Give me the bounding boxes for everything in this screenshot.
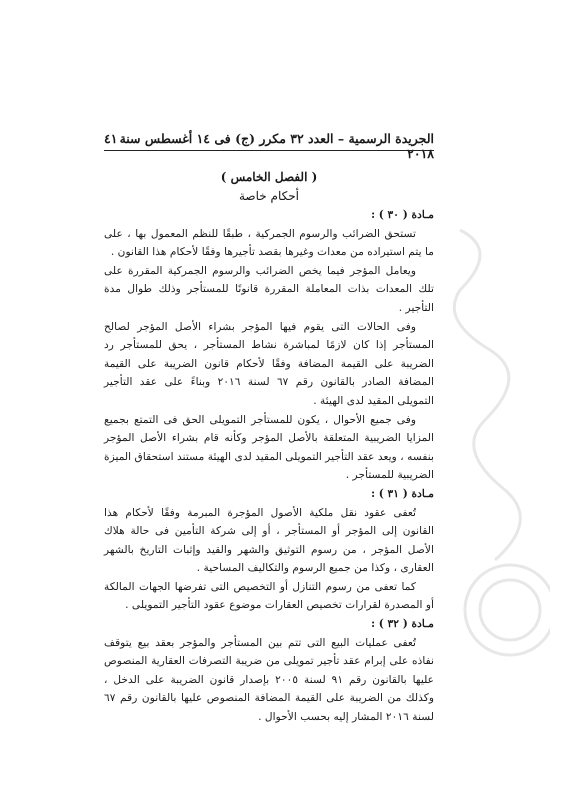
chapter-subtitle: أحكام خاصة [239, 189, 299, 203]
article-30 [104, 206, 434, 485]
article-paragraph: وفى الحالات التى يقوم فيها المؤجر بشراء الأصل المؤجر لصالح المستأجر إذا كان لازمًا لمباشرة نشاط المستأجر ، يحق للمستأجر رد الضريبة على القيمة المضافة وفقًا لأحكام قانون الضريبة على القيمة المضافة الصادر بالقانون رقم ٦٧ لسنة ٢٠١٦ وبناءً على عقد التأجير التمويلى المقيد لدى الهيئة . [104, 319, 435, 407]
article-paragraph: كما تعفى من رسوم التنازل أو التخصيص التى تفرضها الجهات المالكة أو المصدرة لقرارات تخصيص العقارات موضوع عقود التأجير التمويلى . [104, 579, 434, 612]
article-paragraph: تُعفى عقود نقل ملكية الأصول المؤجرة المبرمة وفقًا لأحكام هذا القانون إلى المؤجر أو المستأجر ، أو إلى شركة التأمين فى حالة هلاك الأصل المؤجر ، من رسوم التوثيق والشهر والقيد وإثبات التاريخ بالشهر العقارى ، وكذا من جميع الرسوم والتكاليف المساحية . [104, 505, 434, 575]
article-title: مـادة ( ٣٠ ) : [371, 208, 434, 221]
chapter-title: ( الفصل الخامس ) [220, 170, 318, 184]
article-31 [104, 485, 434, 615]
article-title: مـادة ( ٣١ ) : [371, 486, 434, 500]
article-32 [104, 615, 434, 727]
article-paragraph: تستحق الضرائب والرسوم الجمركية ، طبقًا للنظم المعمول بها ، على ما يتم استيراده من معدات وغيرها بقصد تأجيرها وفقًا لأحكام هذا القانون . [104, 226, 434, 259]
header-title: الجريدة الرسمية – العدد ٣٢ مكرر (ج) فى ١٤ أغسطس سنة ٢٠١٨ [119, 131, 434, 161]
article-paragraph: وفى جميع الأحوال ، يكون للمستأجر التمويلى الحق فى التمتع بجميع المزايا الضريبية المتعلقة بالأصل المؤجر وكأنه قام بشراء الأصل المؤجر بنفسه ، ويعد عقد التأجير التمويلى المقيد لدى الهيئة مستند استحقاق الميزة الضريبية للمستأجر . [104, 412, 434, 482]
header-rule [104, 150, 434, 151]
watermark-seal [440, 170, 550, 730]
article-title: مـادة ( ٣٢ ) : [371, 617, 434, 631]
article-paragraph: ويعامل المؤجر فيما يخص الضرائب والرسوم الجمركية المقررة على تلك المعدات بذات المعاملة المقررة قانونًا للمستأجر وذلك طوال مدة التأجير . [104, 263, 434, 314]
page-header [104, 131, 434, 161]
page-number: ٤١ [104, 131, 118, 146]
page-content [104, 206, 434, 727]
article-paragraph: تُعفى عمليات البيع التى تتم بين المستأجر والمؤجر بعقد بيع يتوقف نفاذه على إبرام عقد تأجير تمويلى من ضريبة التصرفات العقارية المنصوص عليها بالقانون رقم ٩١ لسنة ٢٠٠٥ بإصدار قانون الضريبة على الدخل ، وكذلك من الضريبة على القيمة المضافة المنصوص عليها بالقانون رقم ٦٧ لسنة ٢٠١٦ المشار إليه بحسب الأحوال . [104, 635, 434, 724]
